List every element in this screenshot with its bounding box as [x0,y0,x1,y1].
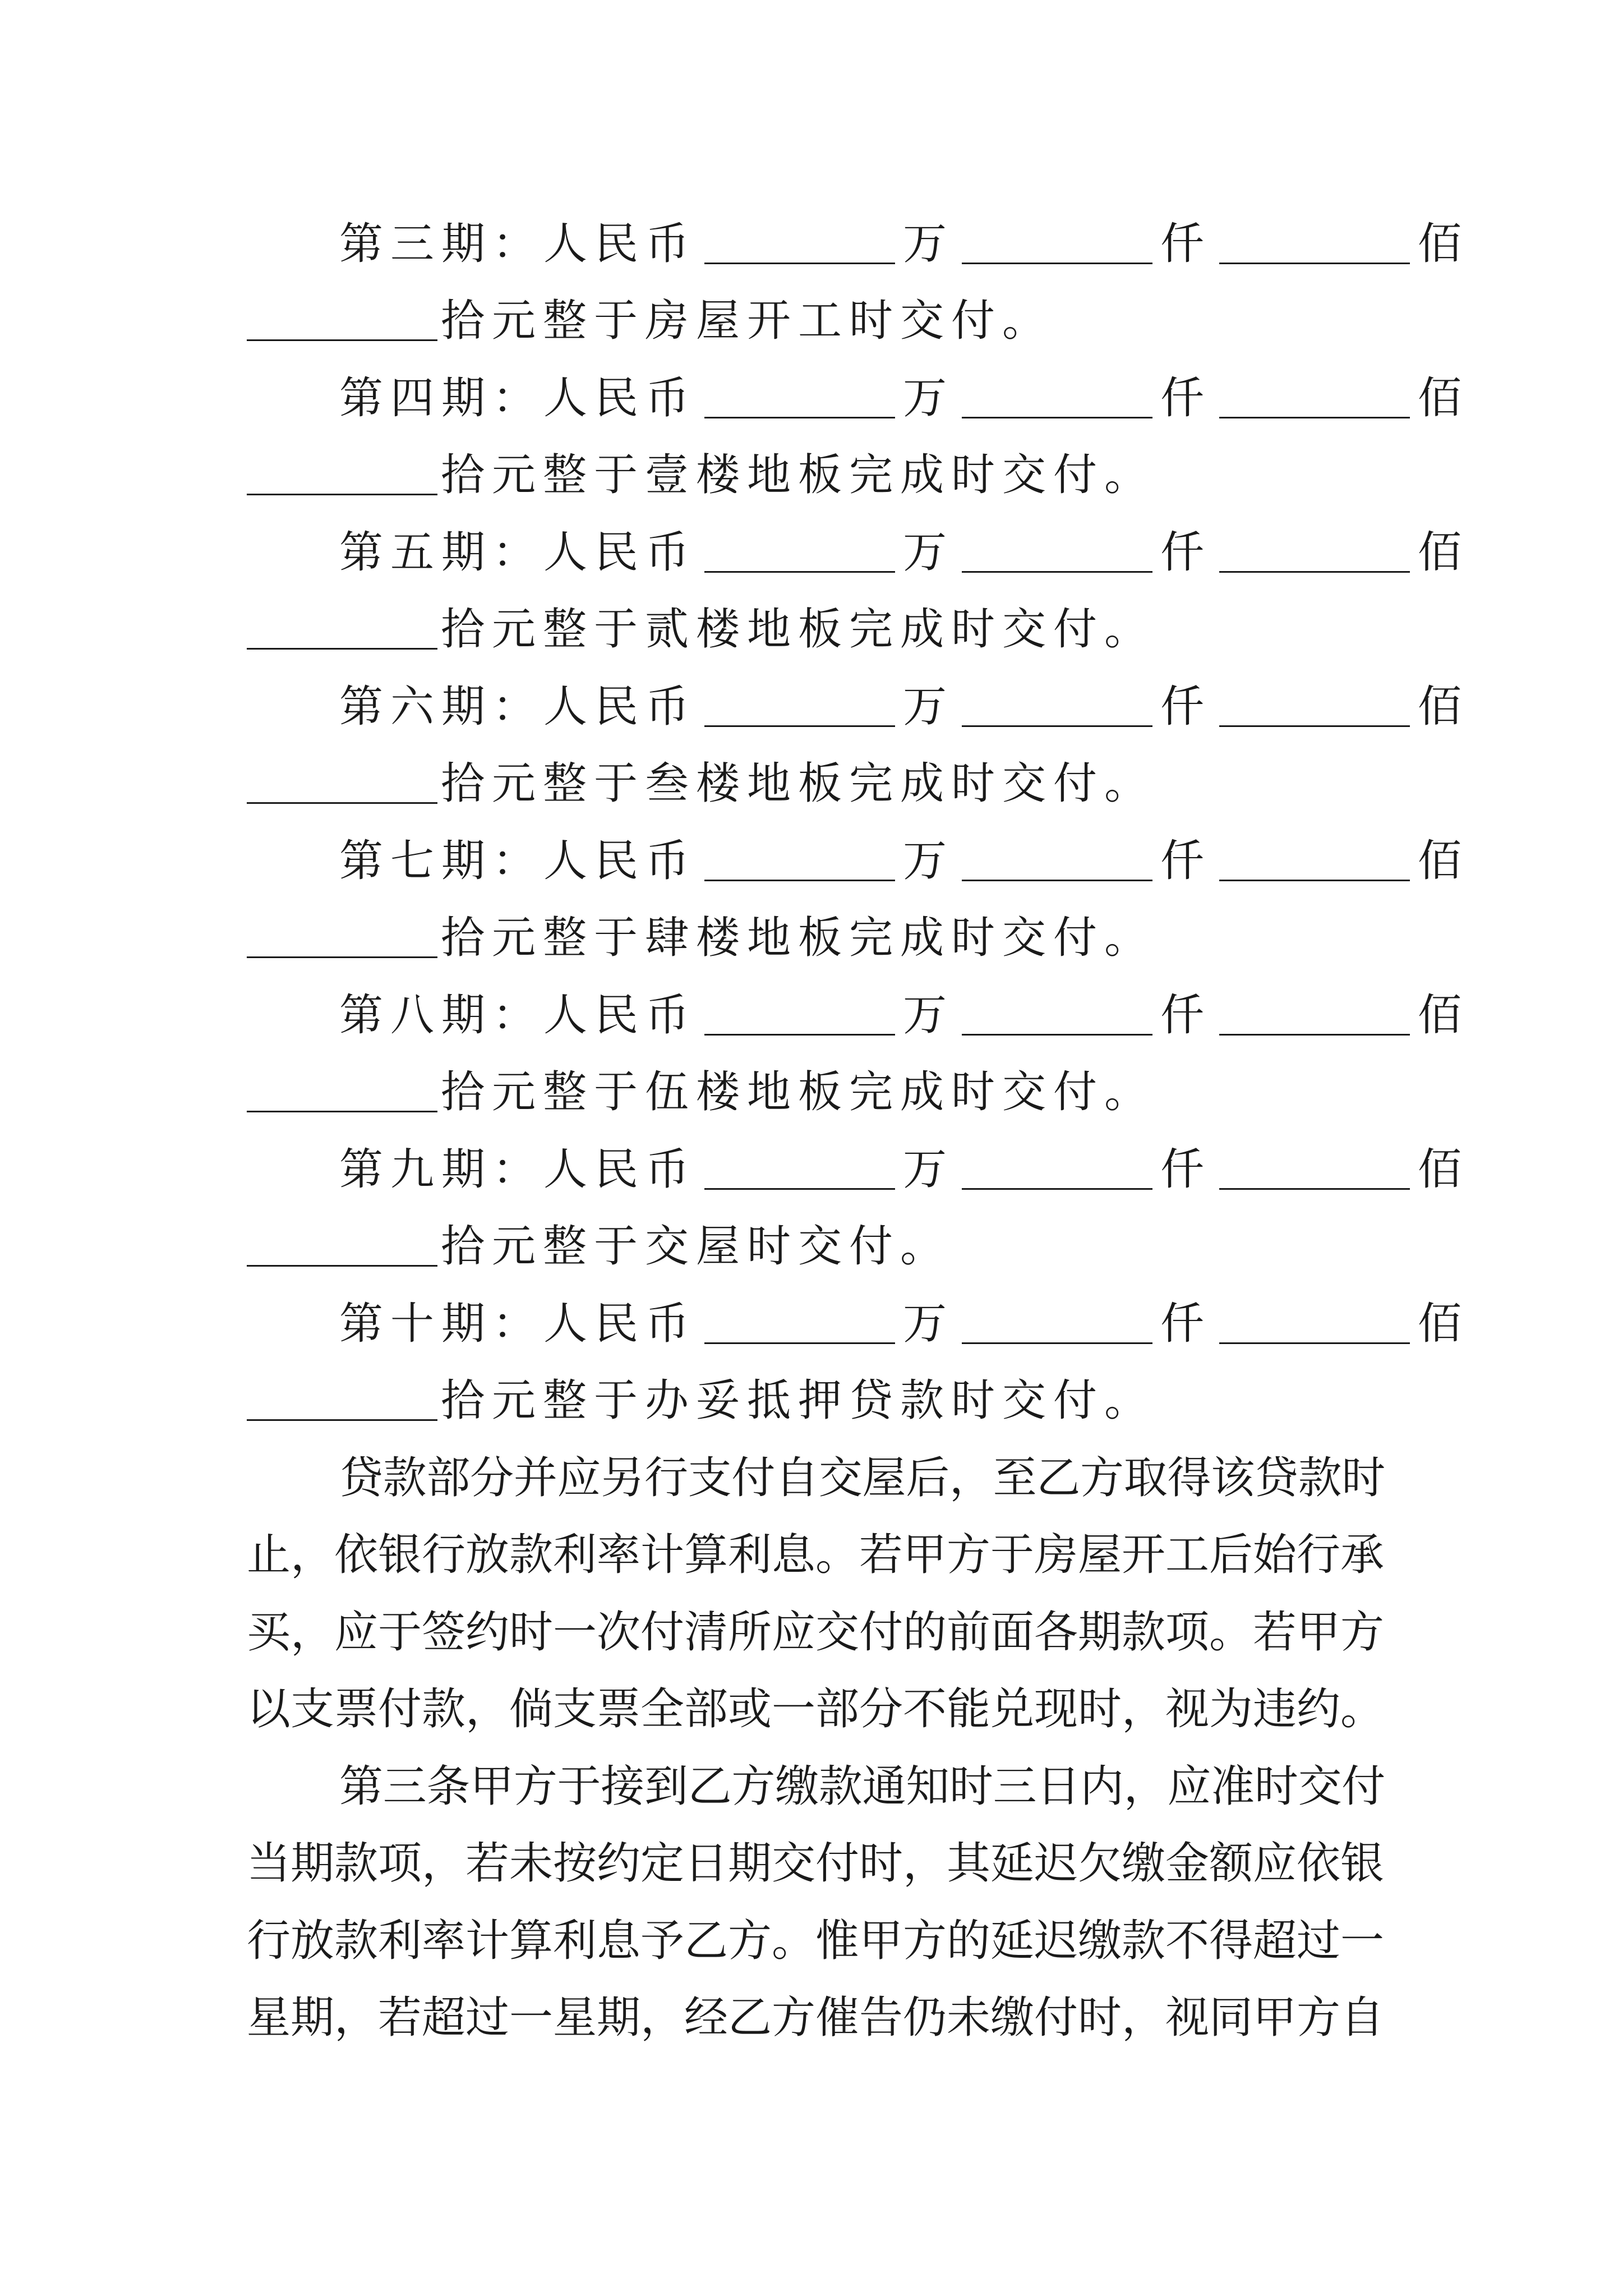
installment-tail: 拾元整于壹楼地板完成时交付。 [441,450,1156,500]
installment-label: 第六期：人民币 [339,682,697,732]
amount-blank-wan[interactable] [704,993,895,1036]
installment-label: 第十期：人民币 [339,1299,697,1349]
unit-bai: 佰 [1418,1299,1469,1349]
unit-bai: 佰 [1418,373,1469,424]
installment-label: 第五期：人民币 [339,527,697,578]
amount-blank-qian[interactable] [962,685,1152,727]
amount-blank-bai[interactable] [1219,531,1410,573]
unit-bai: 佰 [1418,990,1469,1041]
installment-label: 第四期：人民币 [339,373,697,424]
installment-continuation [247,590,1385,669]
unit-bai: 佰 [1418,836,1469,886]
amount-blank-bai[interactable] [1219,376,1410,418]
installment-continuation [247,282,1385,360]
unit-bai: 佰 [1418,219,1469,269]
installment-tail: 拾元整于房屋开工时交付。 [441,296,1054,346]
amount-blank-wan[interactable] [704,531,895,573]
amount-blank-wan[interactable] [704,222,895,264]
amount-blank-shi[interactable] [247,916,437,958]
amount-blank-qian[interactable] [962,531,1152,573]
amount-blank-shi[interactable] [247,608,437,650]
installment-label: 第九期：人民币 [339,1144,697,1195]
installment-line [339,1130,1469,1209]
unit-qian: 仟 [1160,219,1212,269]
installment-continuation [247,1361,1385,1440]
unit-wan: 万 [903,682,955,732]
unit-qian: 仟 [1160,1299,1212,1349]
amount-blank-bai[interactable] [1219,1302,1410,1344]
amount-blank-qian[interactable] [962,993,1152,1036]
installment-line [339,205,1469,283]
paragraph-line: 止，依银行放款利率计算利息。若甲方于房屋开工后始行承 [247,1530,1385,1580]
paragraph-line: 当期款项，若未按约定日期交付时，其延迟欠缴金额应依银 [247,1838,1385,1889]
installment-continuation [247,1207,1385,1286]
amount-blank-qian[interactable] [962,376,1152,418]
amount-blank-wan[interactable] [704,376,895,418]
amount-blank-qian[interactable] [962,222,1152,264]
installment-line [339,1285,1469,1363]
amount-blank-bai[interactable] [1219,839,1410,881]
installment-tail: 拾元整于叁楼地板完成时交付。 [441,758,1156,809]
installment-continuation [247,436,1385,514]
amount-blank-qian[interactable] [962,839,1152,881]
installment-line [339,976,1469,1055]
unit-wan: 万 [903,1144,955,1195]
installment-continuation [247,1053,1385,1131]
installment-tail: 拾元整于伍楼地板完成时交付。 [441,1067,1156,1117]
installment-line [339,359,1469,438]
paragraph-line: 贷款部分并应另行支付自交屋后，至乙方取得该贷款时 [339,1453,1386,1503]
paragraph-line: 行放款利率计算利息予乙方。惟甲方的延迟缴款不得超过一 [247,1916,1385,1966]
unit-wan: 万 [903,527,955,578]
paragraph-line: 星期，若超过一星期，经乙方催告仍未缴付时，视同甲方自 [247,1993,1385,2043]
unit-bai: 佰 [1418,1144,1469,1195]
amount-blank-wan[interactable] [704,839,895,881]
installment-label: 第七期：人民币 [339,836,697,886]
installment-continuation [247,744,1385,823]
unit-bai: 佰 [1418,527,1469,578]
installment-continuation [247,899,1385,977]
amount-blank-shi[interactable] [247,453,437,495]
unit-wan: 万 [903,219,955,269]
amount-blank-bai[interactable] [1219,222,1410,264]
amount-blank-bai[interactable] [1219,685,1410,727]
unit-wan: 万 [903,1299,955,1349]
installment-tail: 拾元整于肆楼地板完成时交付。 [441,913,1156,963]
unit-qian: 仟 [1160,527,1212,578]
installment-tail: 拾元整于贰楼地板完成时交付。 [441,604,1156,655]
amount-blank-qian[interactable] [962,1302,1152,1344]
unit-qian: 仟 [1160,373,1212,424]
amount-blank-wan[interactable] [704,1302,895,1344]
amount-blank-shi[interactable] [247,1379,437,1421]
unit-wan: 万 [903,836,955,886]
installment-label: 第三期：人民币 [339,219,697,269]
amount-blank-shi[interactable] [247,762,437,804]
unit-qian: 仟 [1160,990,1212,1041]
unit-wan: 万 [903,373,955,424]
amount-blank-qian[interactable] [962,1148,1152,1190]
installment-tail: 拾元整于办妥抵押贷款时交付。 [441,1375,1156,1426]
unit-qian: 仟 [1160,836,1212,886]
paragraph-line: 买，应于签约时一次付清所应交付的前面各期款项。若甲方 [247,1607,1385,1658]
paragraph-line: 以支票付款，倘支票全部或一部分不能兑现时，视为违约。 [247,1684,1385,1734]
unit-wan: 万 [903,990,955,1041]
amount-blank-shi[interactable] [247,1225,437,1267]
amount-blank-wan[interactable] [704,685,895,727]
unit-bai: 佰 [1418,682,1469,732]
paragraph-line: 第三条甲方于接到乙方缴款通知时三日内，应准时交付 [339,1761,1386,1812]
amount-blank-wan[interactable] [704,1148,895,1190]
amount-blank-bai[interactable] [1219,1148,1410,1190]
amount-blank-shi[interactable] [247,299,437,341]
installment-tail: 拾元整于交屋时交付。 [441,1221,952,1272]
installment-line [339,668,1469,746]
amount-blank-bai[interactable] [1219,993,1410,1036]
installment-label: 第八期：人民币 [339,990,697,1041]
unit-qian: 仟 [1160,682,1212,732]
unit-qian: 仟 [1160,1144,1212,1195]
amount-blank-shi[interactable] [247,1070,437,1112]
installment-line [339,513,1469,592]
installment-line [339,822,1469,900]
